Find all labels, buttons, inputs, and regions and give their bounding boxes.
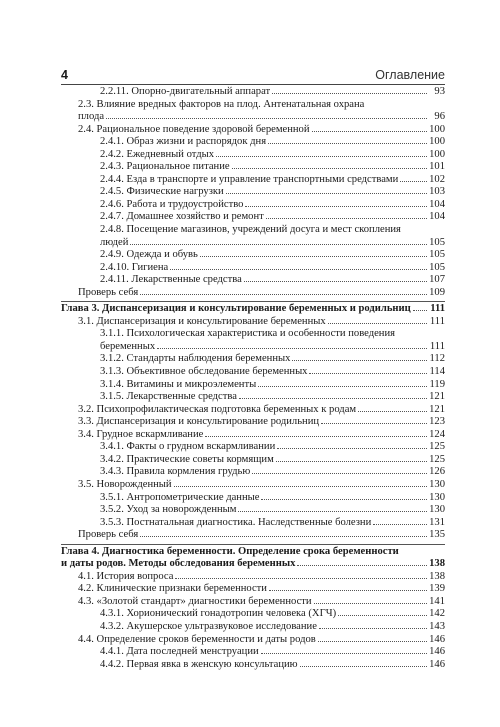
toc-page-number: 104: [429, 211, 445, 223]
dot-leader: [140, 294, 427, 295]
toc-entry-text: Глава 4. Диагностика беременности. Определение срока беременности: [61, 545, 399, 557]
toc-entry-text: 2.4.2. Ежедневный отдых: [100, 148, 215, 160]
toc-page-number: 104: [429, 198, 445, 210]
dot-leader: [277, 448, 427, 449]
toc-entry-text: 2.2.11. Опорно-двигательный аппарат: [100, 86, 271, 97]
toc-page-number: 130: [429, 504, 445, 516]
toc-entry[interactable]: [61, 136, 445, 149]
dot-leader: [318, 641, 427, 642]
toc-entry[interactable]: [61, 124, 445, 137]
toc-entry-text: людей: [100, 236, 129, 248]
toc-entry[interactable]: [61, 517, 445, 530]
dot-leader: [319, 628, 427, 629]
toc-entry-text: 4.2. Клинические признаки беременности: [78, 583, 267, 595]
toc-page-number: 105: [429, 236, 445, 248]
toc-page-number: 119: [429, 378, 445, 390]
dot-leader: [175, 578, 427, 579]
toc-entry-text: 3.4.1. Факты о грудном вскармливании: [100, 441, 276, 453]
toc-entry[interactable]: [61, 161, 445, 174]
toc-entry-text: и даты родов. Методы обследования беременных: [61, 558, 296, 570]
toc-entry-text: 2.4.5. Физические нагрузки: [100, 186, 224, 198]
dot-leader: [170, 269, 427, 270]
toc-page-number: 125: [429, 453, 445, 465]
toc-page-number: 138: [429, 558, 445, 570]
toc-entry-text: 2.4. Рациональное поведение здоровой беременной: [78, 123, 310, 135]
toc-entry-text: 2.4.7. Домашнее хозяйство и ремонт: [100, 211, 264, 223]
toc-page-number: 146: [429, 646, 445, 658]
dot-leader: [338, 615, 427, 616]
dot-leader: [373, 524, 427, 525]
dot-leader: [216, 156, 427, 157]
toc-page-number: 123: [429, 416, 445, 428]
toc-page-number: 111: [429, 340, 445, 352]
toc-entry-text: 2.4.6. Работа и трудоустройство: [100, 198, 244, 210]
toc-entry[interactable]: [61, 249, 445, 262]
toc-entry-text: 3.1.5. Лекарственные средства: [100, 391, 237, 403]
page-number: 4: [61, 68, 68, 82]
dot-leader: [314, 603, 427, 604]
toc-entry[interactable]: [61, 186, 445, 199]
toc-entry[interactable]: [61, 174, 445, 187]
toc-entry[interactable]: [61, 454, 445, 467]
dot-leader: [239, 398, 427, 399]
dot-leader: [312, 131, 427, 132]
dot-leader: [106, 118, 427, 119]
toc-page-number: 146: [429, 633, 445, 645]
dot-leader: [261, 499, 427, 500]
toc-page-number: 111: [429, 315, 445, 327]
toc-entry[interactable]: [61, 199, 445, 212]
toc-entry[interactable]: [61, 353, 445, 366]
toc-entry-text: 4.3.1. Хорионический гонадотропин человека (ХГЧ): [100, 608, 337, 620]
dot-leader: [205, 436, 427, 437]
dot-leader: [200, 256, 427, 257]
table-of-contents: [61, 86, 445, 671]
toc-page-number: 138: [429, 570, 445, 582]
toc-entry[interactable]: [61, 328, 445, 353]
dot-leader: [269, 590, 427, 591]
toc-entry[interactable]: [61, 659, 445, 672]
toc-entry[interactable]: [61, 596, 445, 609]
toc-entry[interactable]: [61, 504, 445, 517]
toc-entry[interactable]: [61, 149, 445, 162]
header-rule: [61, 84, 445, 85]
toc-entry-text: 3.1. Диспансеризация и консультирование беременных: [78, 315, 326, 327]
chapter-divider: [61, 544, 445, 545]
toc-entry-text: 3.5.3. Постнатальная диагностика. Наследственные болезни: [100, 516, 372, 528]
dot-leader: [157, 348, 427, 349]
toc-entry[interactable]: [61, 416, 445, 429]
toc-entry[interactable]: [61, 274, 445, 287]
toc-entry-text: 2.4.3. Рациональное питание: [100, 161, 230, 173]
toc-page-number: 126: [429, 466, 445, 478]
toc-page-number: 105: [429, 249, 445, 261]
toc-page-number: 141: [429, 595, 445, 607]
toc-entry-text: Проверь себя: [78, 286, 139, 298]
toc-entry-text: 3.1.4. Витамины и микроэлементы: [100, 378, 257, 390]
toc-entry[interactable]: [61, 429, 445, 442]
dot-leader: [272, 93, 427, 94]
toc-entry[interactable]: [61, 379, 445, 392]
toc-entry-text: 4.4. Определение сроков беременности и даты родов: [78, 633, 316, 645]
toc-entry-text: 4.3.2. Акушерское ультразвуковое исследование: [100, 620, 317, 632]
dot-leader: [297, 565, 427, 566]
toc-entry-text: беременных: [100, 340, 156, 352]
toc-entry[interactable]: [61, 86, 445, 99]
dot-leader: [413, 310, 427, 311]
toc-entry-text: плода: [78, 111, 105, 123]
dot-leader: [400, 181, 427, 182]
toc-entry[interactable]: [61, 211, 445, 224]
toc-entry-text: 2.4.8. Посещение магазинов, учреждений досуга и мест скопления: [100, 224, 401, 236]
toc-page-number: 96: [434, 111, 445, 123]
toc-entry[interactable]: [61, 646, 445, 659]
toc-entry[interactable]: [61, 99, 445, 124]
toc-entry[interactable]: [61, 529, 445, 542]
toc-entry-text: 3.3. Диспансеризация и консультирование родильниц: [78, 416, 320, 428]
toc-entry[interactable]: [61, 287, 445, 300]
toc-entry-text: 2.4.4. Езда в транспорте и управление транспортными средствами: [100, 173, 399, 185]
toc-page-number: 103: [429, 186, 445, 198]
dot-leader: [358, 411, 427, 412]
toc-entry-text: 3.1.1. Психологическая характеристика и особенности поведения: [100, 328, 396, 340]
toc-page-number: 105: [429, 261, 445, 273]
toc-page-number: 142: [429, 608, 445, 620]
dot-leader: [130, 244, 427, 245]
dot-leader: [174, 486, 427, 487]
toc-entry-text: 4.3. «Золотой стандарт» диагностики беременности: [78, 595, 312, 607]
toc-page-number: 112: [429, 353, 445, 365]
chapter-divider: [61, 301, 445, 302]
dot-leader: [276, 461, 427, 462]
toc-page-number: 131: [429, 516, 445, 528]
toc-entry[interactable]: [61, 262, 445, 275]
toc-entry[interactable]: [61, 404, 445, 417]
toc-entry-text: 2.4.11. Лекарственные средства: [100, 274, 242, 286]
toc-entry-text: 2.4.10. Гигиена: [100, 261, 169, 273]
dot-leader: [261, 653, 427, 654]
toc-page-number: 139: [429, 583, 445, 595]
toc-page-number: 101: [429, 161, 445, 173]
toc-entry[interactable]: [61, 583, 445, 596]
toc-entry[interactable]: [61, 224, 445, 249]
toc-entry[interactable]: [61, 608, 445, 621]
toc-page-number: 130: [429, 478, 445, 490]
toc-entry-text: 3.2. Психопрофилактическая подготовка беременных к родам: [78, 403, 357, 415]
toc-page-number: 130: [429, 491, 445, 503]
dot-leader: [292, 360, 427, 361]
toc-entry-text: 3.5.1. Антропометрические данные: [100, 491, 260, 503]
toc-entry-text: 3.1.3. Объективное обследование беременных: [100, 366, 308, 378]
toc-page-number: 135: [429, 529, 445, 541]
dot-leader: [226, 193, 427, 194]
toc-page-number: 124: [429, 428, 445, 440]
dot-leader: [328, 323, 427, 324]
toc-entry-text: 3.1.2. Стандарты наблюдения беременных: [100, 353, 291, 365]
toc-page-number: 102: [429, 173, 445, 185]
toc-page-number: 109: [429, 286, 445, 298]
toc-entry[interactable]: [61, 479, 445, 492]
dot-leader: [252, 473, 427, 474]
toc-page-number: 114: [429, 366, 445, 378]
toc-entry-text: 4.1. История вопроса: [78, 570, 174, 582]
toc-entry-text: 2.4.9. Одежда и обувь: [100, 249, 198, 261]
toc-entry-text: 4.4.1. Дата последней менструации: [100, 646, 259, 658]
dot-leader: [232, 168, 427, 169]
toc-entry[interactable]: [61, 492, 445, 505]
dot-leader: [140, 536, 427, 537]
toc-page-number: 121: [429, 391, 445, 403]
dot-leader: [258, 386, 427, 387]
toc-page-number: 143: [429, 620, 445, 632]
toc-entry-text: 4.4.2. Первая явка в женскую консультацию: [100, 658, 298, 670]
toc-entry-text: 3.5.2. Уход за новорожденным: [100, 504, 237, 516]
toc-entry[interactable]: [61, 441, 445, 454]
toc-page-number: 146: [429, 658, 445, 670]
toc-page-number: 125: [429, 441, 445, 453]
dot-leader: [238, 511, 427, 512]
toc-entry-text: 2.4.1. Образ жизни и распорядок дня: [100, 136, 267, 148]
dot-leader: [245, 206, 427, 207]
toc-entry-text: 3.4.2. Практические советы кормящим: [100, 453, 274, 465]
dot-leader: [244, 281, 427, 282]
toc-entry[interactable]: [61, 571, 445, 584]
toc-entry-text: 3.4.3. Правила кормления грудью: [100, 466, 251, 478]
toc-entry[interactable]: [61, 466, 445, 479]
toc-chapter-entry[interactable]: [61, 546, 445, 571]
toc-entry-text: Глава 3. Диспансеризация и консультирование беременных и родильниц: [61, 303, 411, 315]
dot-leader: [321, 423, 427, 424]
toc-page-number: 111: [430, 303, 445, 315]
toc-entry[interactable]: [61, 316, 445, 329]
toc-page-number: 100: [429, 136, 445, 148]
toc-entry[interactable]: [61, 366, 445, 379]
dot-leader: [266, 218, 427, 219]
dot-leader: [309, 373, 427, 374]
running-title: Оглавление: [375, 68, 445, 82]
toc-page-number: 100: [429, 123, 445, 135]
toc-entry-text: Проверь себя: [78, 529, 139, 541]
toc-entry[interactable]: [61, 391, 445, 404]
toc-entry[interactable]: [61, 621, 445, 634]
toc-page-number: 107: [429, 274, 445, 286]
toc-page-number: 121: [429, 403, 445, 415]
toc-entry-text: 3.5. Новорожденный: [78, 478, 172, 490]
dot-leader: [268, 143, 427, 144]
dot-leader: [300, 666, 427, 667]
toc-page-number: 100: [429, 148, 445, 160]
toc-chapter-entry[interactable]: [61, 303, 445, 316]
toc-page-number: 93: [434, 86, 445, 97]
toc-entry-text: 3.4. Грудное вскармливание: [78, 428, 204, 440]
toc-entry[interactable]: [61, 634, 445, 647]
toc-entry-text: 2.3. Влияние вредных факторов на плод. Антенатальная охрана: [78, 98, 365, 110]
